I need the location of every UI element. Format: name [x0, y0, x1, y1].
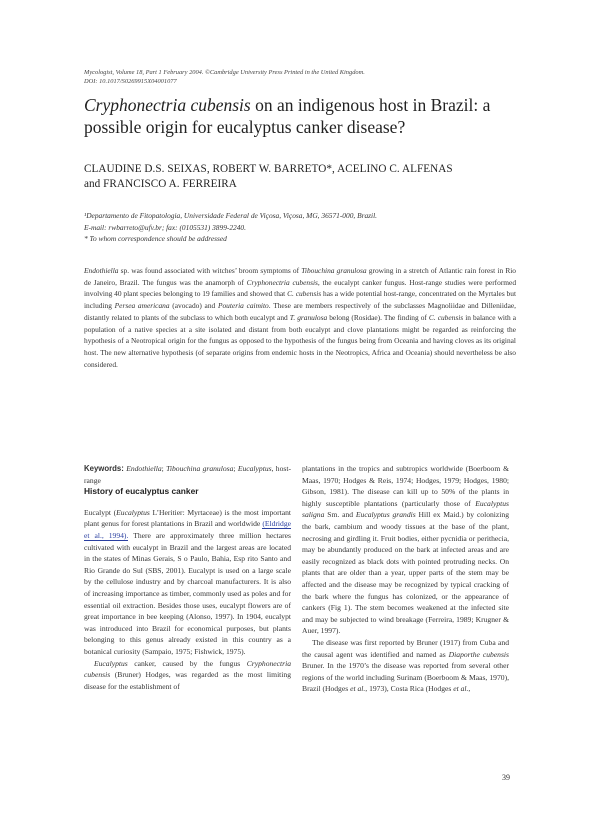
abstract: [84, 265, 516, 370]
body-text: , 1973), Costa Rica (Hodges: [365, 684, 454, 694]
abstract-italic: Tibouchina granulosa: [301, 266, 367, 275]
body-text: canker, caused by the fungus: [127, 658, 247, 668]
abstract-text: has a wide potential host-range, concentrated on the Myrtales but including: [84, 289, 516, 311]
affiliation-contact: E-mail: rwbarreto@ufv.br; fax: (0105531) 3899-2240.: [84, 222, 246, 232]
title-species: Cryphonectria cubensis: [84, 95, 251, 115]
body-italic: Eucalyptus grandis: [355, 510, 416, 520]
abstract-text: . These are members respectively of the subclasses Magnoliidae and Dilleniidae, distantly related to plants of the subclass to which both eucalypt and: [84, 301, 516, 322]
abstract-text: (avocado) and: [169, 301, 218, 311]
paragraph: [84, 658, 291, 693]
body-text: Hill ex Maid.) by colonizing the bark, cambium and woody tissues at the base of the plant, necrosing and girdling it. Fruit bodies, either pycnidia or perithecia, may be abundantly produced on the bark at infected areas and are easily recognized as black dots with pointed protruding necks. On plants that are older than a year, upper parts of the stem may be affected and the disease may be recognized by typical cracking of the bark where the fungus has colonized, or the appearance of cankers (Fig 1). The stem becomes weakened at the infected site and may be subjected to wind breakage (Ferreira, 1989; Krugner & Auer, 1997).: [302, 510, 509, 636]
authors-line-1: CLAUDINE D.S. SEIXAS, ROBERT W. BARRETO*, ACELINO C. ALFENAS: [84, 163, 453, 175]
body-text: Sm. and: [324, 510, 356, 520]
abstract-text: growing in a stretch of Atlantic rain forest in Rio de Janeiro, Brazil. The fungus was the anamorph of: [84, 266, 516, 287]
paragraph: [302, 637, 509, 695]
abstract-text: , the eucalypt canker fungus. Host-range studies were performed involving 40 plant species belonging to 19 families and showed that: [84, 277, 517, 299]
affiliation: [84, 210, 524, 245]
article-title: [84, 94, 524, 138]
body-text: ,: [468, 684, 471, 694]
section-heading: History of eucalyptus canker: [84, 486, 199, 497]
abstract-text: belong (Rosidae). The finding of: [327, 312, 429, 322]
left-column: [84, 463, 291, 692]
abstract-italic: Cryphonectria cubensis: [246, 277, 318, 287]
paragraph: [84, 507, 291, 658]
keyword: Tibouchina granulosa: [166, 464, 234, 473]
body-text: plantations in the tropics and subtropics worldwide (Boerboom & Maas, 1970; Hodges & Reis, 1974; Hodges, 1979; Hodges, 1980; Gibson, 1981). The disease can kill up to 50% of the plants in highly susceptible plantations (particularly those of: [302, 464, 509, 508]
right-column: [302, 463, 509, 695]
abstract-text: in balance with a population of a native species at a site isolated and distant from both eucalypt and clove plantations might be regarded as reinforcing the hypothesis of a Neotropical origin for the fungus as opposed to the hypothesis of the fungus being from Oceania and having cloves as its original host. The new alternative hypothesis (of separate origins from endemic hosts in the Neotropics, Africa and Oceania) should nevertheless be also considered.: [84, 312, 517, 369]
body-text: There are approximately three million hectares cultivated with eucalypt in Brazil and the largest areas are located in the states of Minas Gerais, S o Paulo, Bahia, Esp rito Santo and Rio Grande do Sul (SBS, 2001). Eucalypt is used on a large scale by the cellulose industry and by charcoal manufacturers. It is also of increasing importance as timber, commonly used as poles and for essential oil extraction. Besides those uses, eucalypt flowers are of great importance in bee keeping (Alonso, 1997). In 1904, eucalypt was introduced into Brazil for economical purposes, but plants belonging to this genus already existed in this country as a botanical curiosity (Sampaio, 1975; Fishwick, 1975).: [84, 530, 291, 656]
body-text: Bruner. In the 1970’s the disease was reported from several other regions of the world including Surinam (Boerboom & Maas, 1970), Brazil (Hodges: [302, 661, 509, 694]
correspondence-note: * To whom correspondence should be addressed: [84, 234, 227, 243]
abstract-text: sp. was found associated with witches’ broom symptoms of: [118, 266, 302, 275]
body-text: Eucalypt (: [84, 507, 117, 517]
body-text: The disease was first reported by Bruner (1917) from Cuba and the causal agent was identified and named as: [302, 637, 509, 659]
body-italic: Eucalyptus saligna: [302, 498, 509, 520]
body-italic: Eucalyptus: [116, 507, 150, 517]
keyword: Eucalyptus: [237, 464, 272, 473]
abstract-italic: Persea americana: [114, 301, 170, 311]
authors-line-2: and FRANCISCO A. FERREIRA: [84, 178, 237, 190]
paragraph: [302, 463, 509, 637]
body-italic: et al.: [453, 684, 469, 694]
affiliation-address: ¹Departamento de Fitopatologia, Universidade Federal de Viçosa, Viçosa, MG, 36571-000, Brazil.: [84, 211, 378, 220]
body-italic: et al.: [350, 684, 366, 694]
body-italic: Cryphonectria cubensis: [84, 658, 291, 680]
keywords-label: Keywords:: [84, 464, 124, 473]
keywords: [84, 463, 291, 486]
body-text: L’Heritier: Myrtaceae) is the most important plant genus for forest plantations in Brazil and worldwide: [84, 507, 291, 529]
keyword-separator: ;: [161, 464, 167, 473]
abstract-italic: T. granulosa: [289, 312, 328, 322]
page-number: 39: [502, 773, 510, 782]
abstract-italic: C. cubensis: [428, 312, 464, 322]
body-italic: Diaporthe cubensis: [448, 649, 509, 659]
journal-citation: Mycologist, Volume 18, Part 1 February 2004. ©Cambridge University Press Printed in the United Kingdom.: [84, 69, 365, 76]
abstract-italic: C. cubensis: [287, 289, 322, 299]
keyword: Endothiella: [123, 464, 162, 473]
title-rest: on an indigenous host in Brazil: a possible origin for eucalyptus canker disease?: [84, 95, 491, 137]
body-text: (Bruner) Hodges, was regarded as the most limiting disease for the establishment of: [84, 670, 291, 691]
abstract-italic: Endothiella: [84, 266, 119, 275]
journal-header: [84, 68, 524, 86]
author-list: [84, 162, 524, 192]
doi-line: DOI: 10.1017/S0269915X04001077: [84, 78, 177, 85]
abstract-italic: Pouteria caimito: [217, 301, 269, 311]
citation-link[interactable]: (Eldridge et al., 1994).: [84, 519, 291, 540]
keyword: , host-range: [84, 464, 291, 485]
keyword-separator: ;: [233, 464, 238, 473]
body-italic: Eucalyptus: [94, 658, 128, 668]
